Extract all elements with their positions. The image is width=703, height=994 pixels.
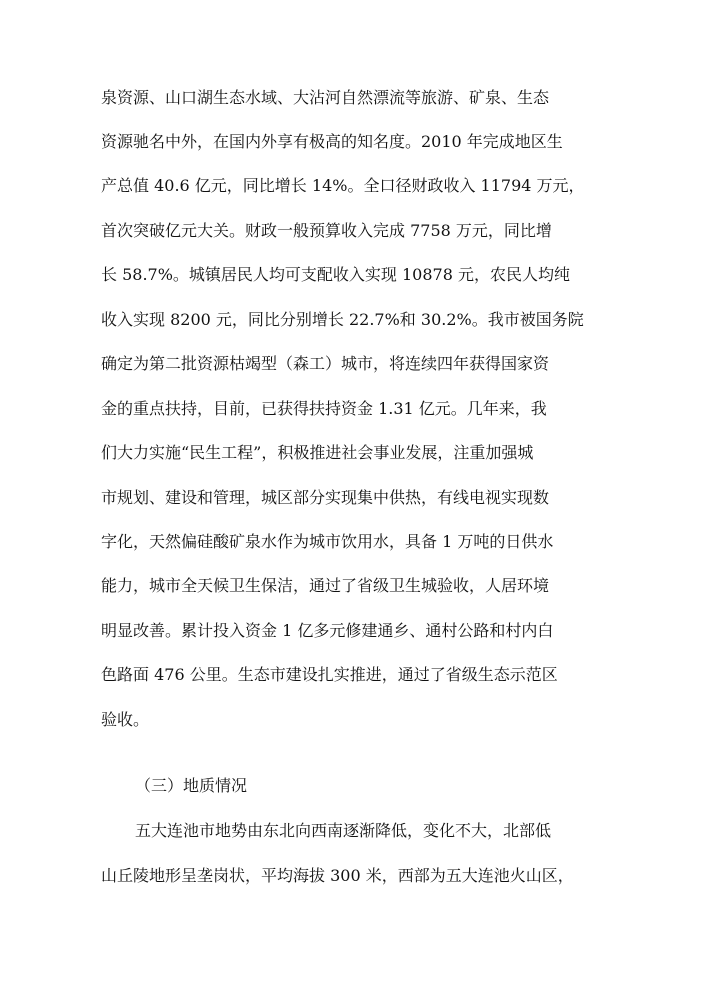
paragraph-line-5: 长 58.7%。城镇居民人均可支配收入实现 10878 元，农民人均纯	[101, 265, 570, 284]
paragraph-line-14: 色路面 476 公里。生态市建设扎实推进，通过了省级生态示范区	[101, 665, 558, 684]
geology-line-2: 山丘陵地形呈垄岗状，平均海拔 300 米，西部为五大连池火山区，	[101, 866, 574, 885]
geology-line-1: 五大连池市地势由东北向西南逐渐降低，变化不大，北部低	[135, 821, 552, 840]
paragraph-line-4: 首次突破亿元大关。财政一般预算收入完成 7758 万元，同比增	[101, 221, 552, 240]
paragraph-line-1: 泉资源、山口湖生态水域、大沾河自然漂流等旅游、矿泉、生态	[101, 88, 550, 107]
paragraph-line-7: 确定为第二批资源枯竭型（森工）城市，将连续四年获得国家资	[101, 354, 550, 373]
paragraph-line-9: 们大力实施“民生工程”，积极推进社会事业发展，注重加强城	[101, 443, 534, 462]
paragraph-line-15: 验收。	[101, 710, 150, 729]
paragraph-line-6: 收入实现 8200 元，同比分别增长 22.7%和 30.2%。我市被国务院	[101, 310, 584, 329]
section-heading: （三）地质情况	[135, 776, 248, 795]
paragraph-line-8: 金的重点扶持，目前，已获得扶持资金 1.31 亿元。几年来，我	[101, 399, 547, 418]
paragraph-line-13: 明显改善。累计投入资金 1 亿多元修建通乡、通村公路和村内白	[101, 621, 554, 640]
paragraph-line-12: 能力，城市全天候卫生保洁，通过了省级卫生城验收，人居环境	[101, 576, 550, 595]
paragraph-line-10: 市规划、建设和管理，城区部分实现集中供热，有线电视实现数	[101, 488, 550, 507]
paragraph-line-3: 产总值 40.6 亿元，同比增长 14%。全口径财政收入 11794 万元，	[101, 176, 585, 195]
paragraph-line-2: 资源驰名中外，在国内外享有极高的知名度。2010 年完成地区生	[101, 132, 563, 151]
paragraph-line-11: 字化，天然偏硅酸矿泉水作为城市饮用水，具备 1 万吨的日供水	[101, 532, 554, 551]
